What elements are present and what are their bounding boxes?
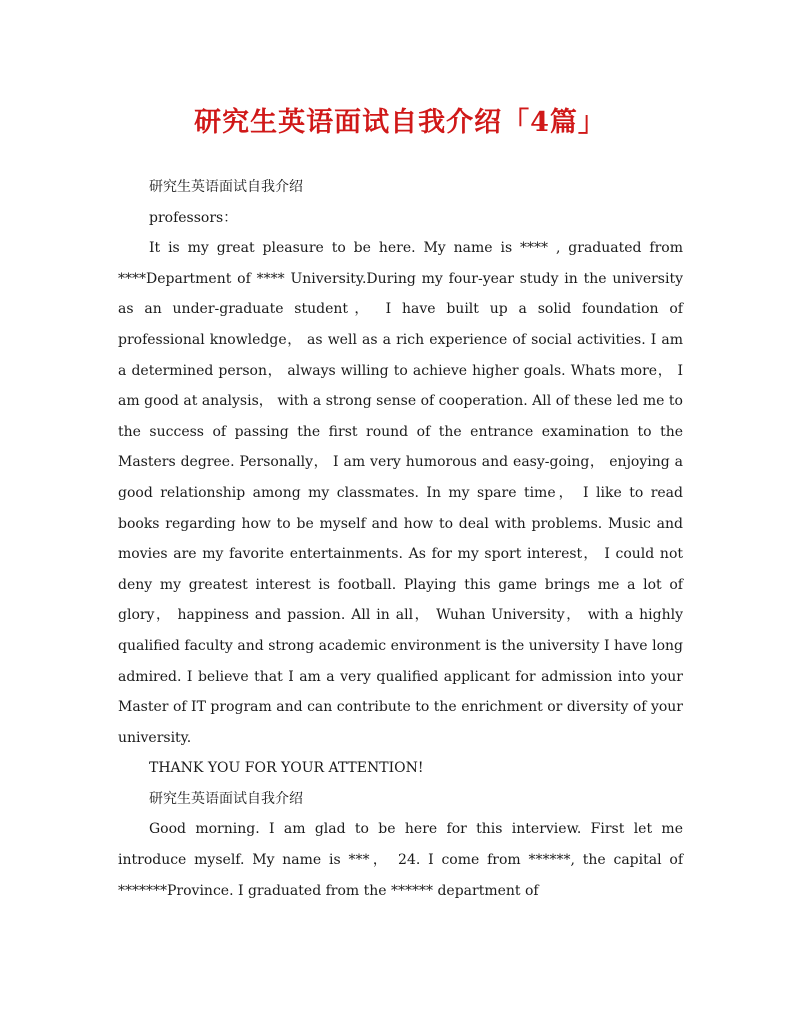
- document-body: [118, 172, 683, 906]
- body-paragraph: Good morning. I am glad to be here for this interview. First let me introduce myself. My name is ***， 24. I come from ******, the capital of *******Province. I graduated from the ****** department of: [118, 821, 683, 899]
- section-heading: 研究生英语面试自我介绍: [149, 179, 303, 195]
- body-paragraph: It is my great pleasure to be here. My name is **** , graduated from ****Department of **** University.During my four-year study in the university as an under-graduate student， I have built up a solid foundation of professional knowledge， as well as a rich experience of social activities. I am a determined person， always willing to achieve higher goals. Whats more， I am good at analysis， with a strong sense of cooperation. All of these led me to the success of passing the first round of the entrance examination to the Masters degree. Personally， I am very humorous and easy-going， enjoying a good relationship among my classmates. In my spare time， I like to read books regarding how to be myself and how to deal with problems. Music and movies are my favorite entertainments. As for my sport interest， I could not deny my greatest interest is football. Playing this game brings me a lot of glory， happiness and passion. All in all， Wuhan University， with a highly qualified faculty and strong academic environment is the university I have long admired. I believe that I am a very qualified applicant for admission into your Master of IT program and can contribute to the enrichment or diversity of your university.: [118, 240, 683, 746]
- document-title: 研究生英语面试自我介绍「4篇」: [194, 107, 606, 138]
- salutation: professors：: [149, 209, 238, 226]
- section-heading: 研究生英语面试自我介绍: [149, 790, 303, 807]
- closing-line: THANK YOU FOR YOUR ATTENTION!: [149, 760, 424, 777]
